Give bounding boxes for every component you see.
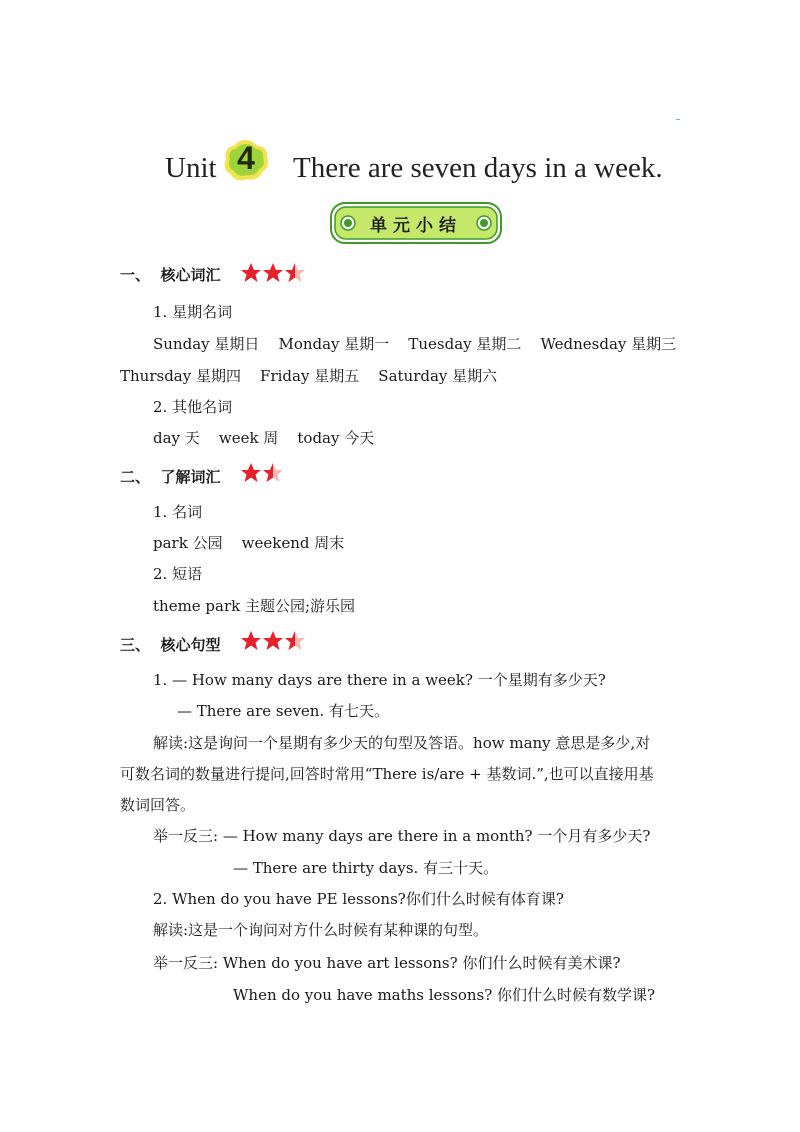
text-line: 1. — How many days are there in a week? 一个星期有多少天?	[153, 671, 606, 689]
text-line: 2. When do you have PE lessons?你们什么时候有体育课?	[153, 890, 564, 908]
scan-mark	[676, 119, 680, 120]
section-heading: 三、 核心句型	[120, 636, 221, 654]
text-line: When do you have maths lessons? 你们什么时候有数学课?	[233, 986, 656, 1004]
text-line: Sunday 星期日 Monday 星期一 Tuesday 星期二 Wednesday 星期三	[153, 335, 677, 353]
difficulty-stars-icon	[240, 630, 312, 652]
text-line: 2. 短语	[153, 565, 203, 583]
unit-summary-label: 单元小结	[370, 216, 462, 236]
text-line: 举一反三: When do you have art lessons? 你们什么时候有美术课?	[153, 954, 621, 972]
section-heading: 一、 核心词汇	[120, 266, 221, 284]
text-line: 1. 名词	[153, 503, 203, 521]
text-line: 可数名词的数量进行提问,回答时常用“There is/are + 基数词.”,也可以直接用基	[120, 765, 654, 783]
text-line: 1. 星期名词	[153, 303, 233, 321]
unit-title: There are seven days in a week.	[293, 152, 663, 184]
unit-word: Unit	[165, 152, 217, 184]
text-line: — There are seven. 有七天。	[177, 702, 390, 720]
unit-summary-badge	[330, 202, 502, 244]
text-line: day 天 week 周 today 今天	[153, 429, 375, 447]
unit-title-row	[0, 138, 800, 198]
difficulty-stars-icon	[240, 462, 290, 484]
text-line: 数词回答。	[120, 796, 196, 814]
text-line: 解读:这是询问一个星期有多少天的句型及答语。how many 意思是多少,对	[153, 734, 651, 752]
text-line: Thursday 星期四 Friday 星期五 Saturday 星期六	[120, 367, 498, 385]
text-line: park 公园 weekend 周末	[153, 534, 345, 552]
difficulty-stars-icon	[240, 262, 312, 284]
text-line: 2. 其他名词	[153, 398, 233, 416]
section-heading: 二、 了解词汇	[120, 468, 221, 486]
unit-number: 4	[237, 140, 255, 176]
unit-number-badge	[222, 138, 270, 182]
text-line: 举一反三: — How many days are there in a month? 一个月有多少天?	[153, 827, 651, 845]
text-line: — There are thirty days. 有三十天。	[233, 859, 499, 877]
text-line: 解读:这是一个询问对方什么时候有某种课的句型。	[153, 921, 489, 939]
text-line: theme park 主题公园;游乐园	[153, 597, 356, 615]
